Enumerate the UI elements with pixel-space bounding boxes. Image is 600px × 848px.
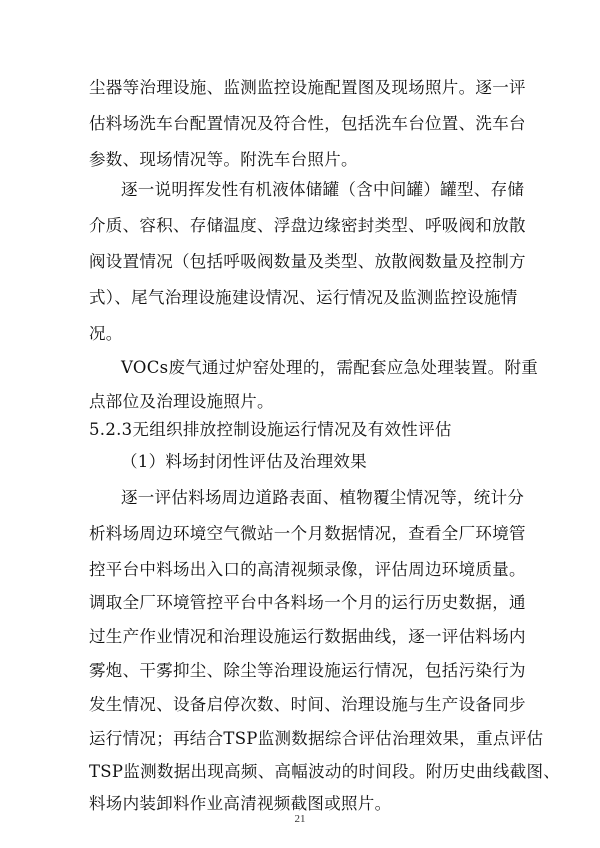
page-number: 21 bbox=[294, 813, 306, 825]
subsection-heading: （1）料场封闭性评估及治理效果 bbox=[121, 452, 367, 471]
text-line: 阀设置情况（包括呼吸阀数量及类型、放散阀数量及控制方 bbox=[89, 252, 526, 271]
text-line: 点部位及治理设施照片。 bbox=[89, 392, 274, 411]
text-line: 调取全厂环境管控平台中各料场一个月的运行历史数据，通 bbox=[89, 593, 526, 612]
text-line: 发生情况、设备启停次数、时间、治理设施与生产设备同步 bbox=[89, 695, 526, 714]
text-line: 尘器等治理设施、监测监控设施配置图及现场照片。逐一评 bbox=[89, 78, 526, 97]
text-line: 逐一评估料场周边道路表面、植物覆尘情况等，统计分 bbox=[121, 488, 525, 507]
section-heading: 5.2.3无组织排放控制设施运行情况及有效性评估 bbox=[89, 420, 452, 439]
text-line: TSP监测数据出现高频、高幅波动的时间段。附历史曲线截图、 bbox=[89, 762, 561, 781]
text-line: 控平台中料场出入口的高清视频录像，评估周边环境质量。 bbox=[89, 560, 526, 579]
text-line: 过生产作业情况和治理设施运行数据曲线，逐一评估料场内 bbox=[89, 627, 526, 646]
text-line: 参数、现场情况等。附洗车台照片。 bbox=[89, 150, 358, 169]
text-line: 逐一说明挥发性有机液体储罐（含中间罐）罐型、存储 bbox=[121, 180, 525, 199]
text-line: VOCs废气通过炉窑处理的，需配套应急处理装置。附重 bbox=[121, 358, 539, 377]
text-line: 料场内装卸料作业高清视频截图或照片。 bbox=[89, 794, 392, 813]
text-line: 式）、尾气治理设施建设情况、运行情况及监测监控设施情 bbox=[89, 288, 518, 307]
text-line: 析料场周边环境空气微站一个月数据情况，查看全厂环境管 bbox=[89, 524, 526, 543]
text-line: 况。 bbox=[89, 324, 123, 343]
text-line: 估料场洗车台配置情况及符合性，包括洗车台位置、洗车台 bbox=[89, 114, 526, 133]
text-line: 运行情况；再结合TSP监测数据综合评估治理效果，重点评估 bbox=[89, 729, 544, 748]
text-line: 介质、容积、存储温度、浮盘边缘密封类型、呼吸阀和放散 bbox=[89, 216, 526, 235]
text-line: 雾炮、干雾抑尘、除尘等治理设施运行情况，包括污染行为 bbox=[89, 661, 526, 680]
